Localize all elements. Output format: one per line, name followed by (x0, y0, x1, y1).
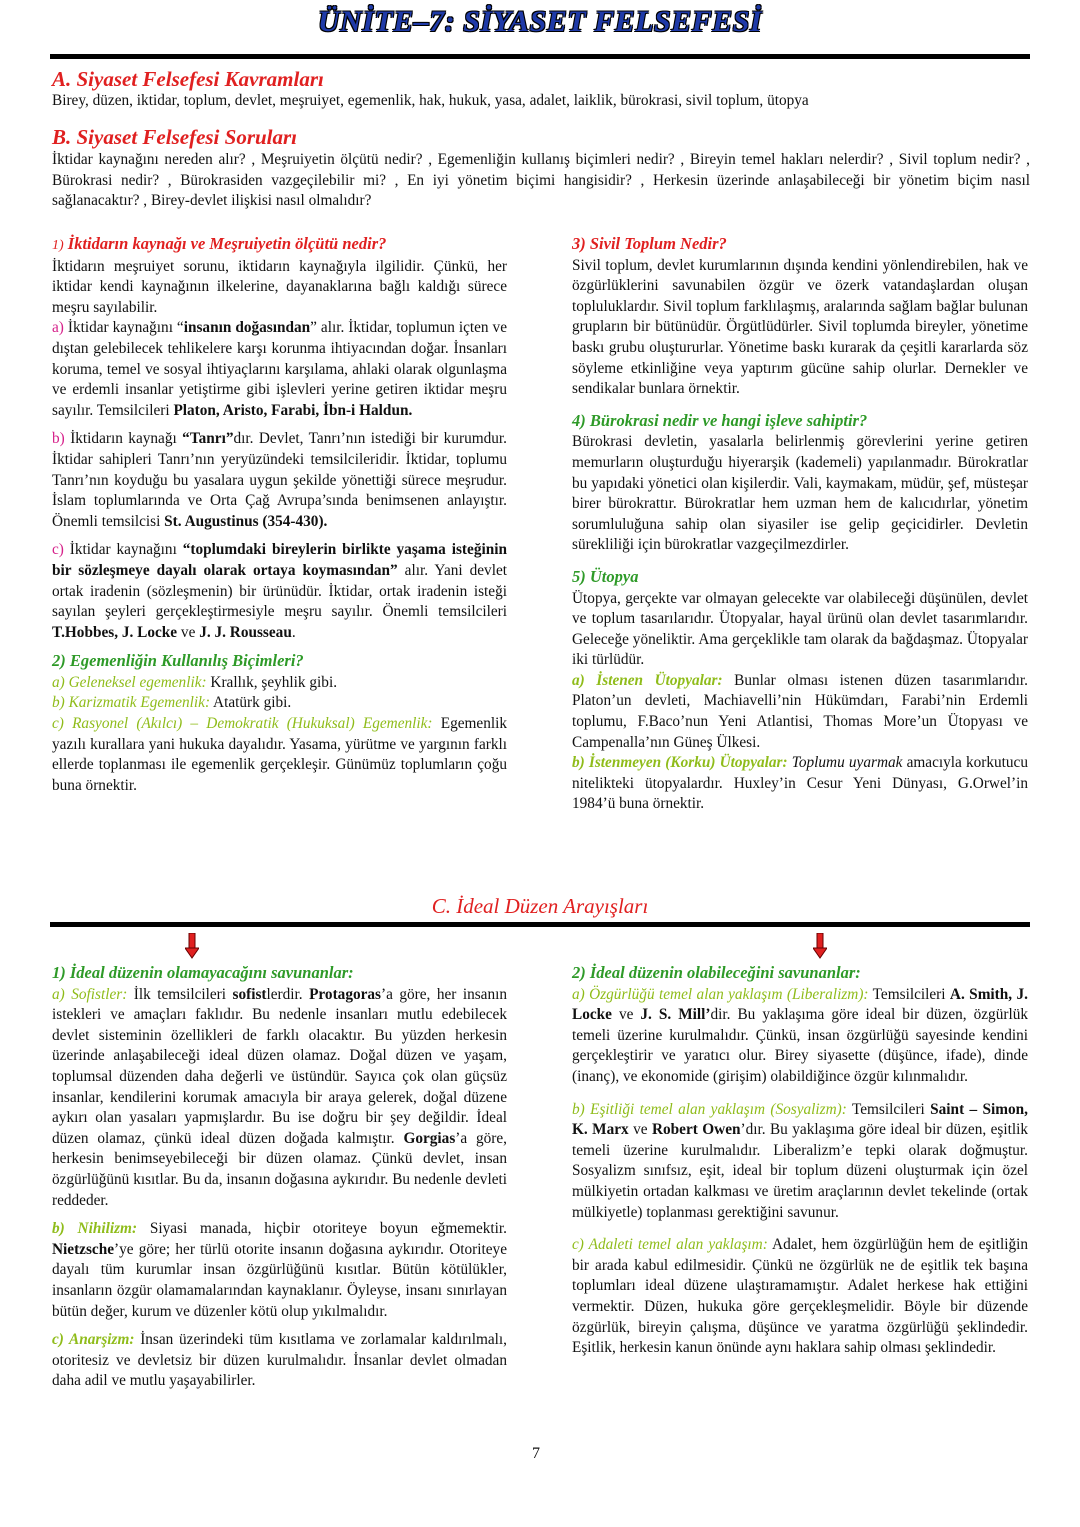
q5-heading: 5) Ütopya (572, 566, 639, 586)
q1-heading: 1) İktidarın kaynağı ve Meşruiyetin ölçütü nedir? (52, 234, 387, 253)
title-rule (50, 54, 1030, 59)
page-number: 7 (532, 1445, 540, 1462)
section-c-rule (50, 922, 1030, 927)
liberalism: a) Özgürlüğü temel alan yaklaşım (Liberalizm): Temsilcileri A. Smith, J. Locke ve J. S. Mill’dir. Bu yaklaşıma göre ideal bir düzen, özgürlük temeli üzerine kurulmalıdır. Çünkü, insan özgürlüğü sayesinde kendini gerçekleştirir ve yaratıcı olur. Birey siyasette (düşünce, ifade), dinde (inanç), ve ekonomide (girişim) olabildiğince özgür kılınmalıdır. (572, 985, 1028, 1085)
q2-a: a) Geleneksel egemenlik: Krallık, şeyhlik gibi. (52, 673, 338, 691)
q4-heading: 4) Bürokrasi nedir ve hangi işleve sahiptir? (572, 410, 868, 430)
q2-c: c) Rasyonel (Akılcı) – Demokratik (Hukuksal) Egemenlik: Egemenlik yazılı kurallara yani hukuka dayalıdır. Yasama, yürütme ve yargının farklı ellerde toplanması ile egemenlik gerçekleşir. Günümüz toplumların çoğu buna örnektir. (52, 715, 508, 794)
section-a-heading: A. Siyaset Felsefesi Kavramları (52, 67, 324, 91)
ideal-left-column (52, 963, 507, 1392)
section-c-heading: C. İdeal Düzen Arayışları (431, 894, 649, 918)
q2-b: b) Karizmatik Egemenlik: Atatürk gibi. (52, 694, 292, 712)
q1-intro: İktidarın meşruiyet sorunu, iktidarın kaynağıyla ilgilidir. Çünkü, her iktidar kendi kaynağının ilkelerine, dayanaklarına bağlı kaldığı sürece meşru sayılabilir. (52, 257, 507, 316)
ideal-right-column (572, 963, 1028, 1359)
section-b-text: İktidar kaynağını nereden alır? , Meşruiyetin ölçütü nedir? , Egemenliğin kullanış biçimleri nedir? , Bireyin temel hakları nelerdir? , Sivil toplum nedir? , Bürokrasi nedir? , Bürokrasiden vazgeçilebilir mi? , En iyi yönetim biçimi hangisidir? , Herkesin üzerinde anlaşabileceği bir yönetim biçim nasıl sağlanacaktır? , Birey-devlet ilişkisi nasıl olmalıdır? (52, 151, 1030, 210)
sophists: a) Sofistler: İlk temsilcileri sofistlerdir. Protagoras’a göre, her insanın istekleri ve amaçları faklıdır. Bu nedenle insanları mutlu edebilecek devlet sisteminin özellikleri de farklı olacaktır. Bu yüzden herkesin üzerinde anlaşabileceği ideal düzen olamaz. Doğal düzen ve yaşam, toplumsal düzenden daha değerli ve üstündür. Sayıca çok olan güçsüz insanlar, kendilerini korumak amacıyla bir araya gelerek, doğal düzene aykırı olan yasaları yapmışlardır. Bu ise doğru bir şey değildir. İdeal düzen olamaz, çünkü ideal düzen doğada kalmıştır. Gorgias’a göre, herkesin benimseyebileceği bir düzen olamaz. Çünkü devlet, insan özgürlüğünü kısıtlar. Bu da, insanın doğasına aykırıdır. Bu nedenle devleti reddeder. (52, 985, 508, 1209)
q4-text: Bürokrasi devletin, yasalarla belirlenmiş görevlerini yerine getiren memurların oluşturduğu hiyerarşik (kademeli) yapılanmadır. Bürokratlar bu yapıdaki yönetici olan kişilerdir. Vali, kaymakam, müdür, şef, müsteşar birer bürokrattır. Bürokratlar hem uzman hem de kalıcıdırlar, yönetim sorumluluğuna sahip olan siyasiler ise gelip geçicidirler. Devletin sürekliliği için bürokratlar vazgeçilmezdirler. (572, 433, 1028, 554)
q1-a: a) İktidar kaynağını “insanın doğasından” alır. İktidar, toplumun içten ve dıştan gelebilecek tehlikelere karşı korunma ihtiyacından doğar. İnsanları koruma, temel ve sosyal ihtiyaçlarını karşılama, ahlaki olarak olgunlaşma ve erdemli insanlar yetiştirme gibi işlevleri yerine getiren iktidar meşru sayılır. Temsilcileri Platon, Aristo, Farabi, İbn-i Haldun. (52, 319, 507, 419)
justice: c) Adaleti temel alan yaklaşım: Adalet, hem özgürlüğün hem de eşitliğin bir arada kabul edilmesidir. Çünkü ne özgürlük ne de eşitlik tek başına toplumları ideal düzene ulaştıramamıştır. Adalet herkese hak ettiğini vermektir. Düzen, hukuka göre gerçekleşmelidir. Böyle bir düzende özgürlük, bireyin çalışma, düşünce ve yaratma özgürlüğü şeklindedir. Eşitlik, herkesin kanun önünde aynı haklara sahip olması şeklindedir. (572, 1236, 1028, 1357)
section-a-text: Birey, düzen, iktidar, toplum, devlet, meşruiyet, egemenlik, hak, hukuk, yasa, adalet, laiklik, bürokrasi, sivil toplum, ütopya (52, 92, 809, 109)
right-column (572, 234, 1028, 815)
ideal-right-heading: 2) İdeal düzenin olabileceğini savunanlar: (572, 963, 861, 982)
q3-heading: 3) Sivil Toplum Nedir? (572, 234, 727, 253)
left-arrow-icon (185, 933, 199, 959)
q1-c: c) İktidar kaynağını “toplumdaki bireylerin birlikte yaşama isteğinin bir sözleşmeye dayalı olarak ortaya koymasından” alır. Yani devlet ortak iradenin (sözleşmenin) bir ürünüdür. İktidar, ortak iradenin isteği sayılan şeyleri gerçekleştirmesiyle meşru sayılır. Önemli temsilcileri T.Hobbes, J. Locke ve J. J. Rousseau. (52, 541, 507, 641)
q5-b: b) İstenmeyen (Korku) Ütopyalar: Toplumu uyarmak amacıyla korkutucu nitelikteki ütopyalardır. Huxley’in Cesur Yeni Dünyası, G.Orwel’in 1984’ü buna örnektir. (572, 754, 1028, 813)
q2-heading: 2) Egemenliğin Kullanılış Biçimleri? (52, 651, 304, 671)
q5-a: a) İstenen Ütopyalar: Bunlar olması istenen düzen tasarımlarıdır. Platon’un devleti, Machiavelli’nin Hükümdarı, Farabi’nin Erdemli toplumu, F.Baco’nun Yeni Atlantisi, Thomas More’un Ütopyası ve Campenalla’nın Güneş Ülkesi. (572, 671, 1028, 751)
q5-text: Ütopya, gerçekte var olmayan gelecekte var olabileceği düşünülen, devlet ve toplum tasarılarıdır. Ütopyalar, hayal ürünü olan devlet tasarımlarıdır. Geleceğe yöneliktir. Ama gerçeklikle tam olarak da bağdaşmaz. Ütopyalar iki türlüdür. (572, 589, 1028, 669)
anarchism: c) Anarşizm: İnsan üzerindeki tüm kısıtlama ve zorlamalar kaldırılmalı, otoritesiz ve devletsiz bir düzen kurulmalıdır. İnsanlar devlet olmadan daha adil ve mutlu yaşayabilirler. (52, 1331, 507, 1390)
left-column (52, 234, 507, 796)
socialism: b) Eşitliği temel alan yaklaşım (Sosyalizm): Temsilcileri Saint – Simon, K. Marx ve Robert Owen’dır. Bu yaklaşıma göre ideal bir düzen, eşitlik temeli üzerine kurulmalıdır. Liberalizm’e tepki olarak doğmuştur. Sosyalizm sınıfsız, eşit, ideal bir toplum düzeni oluşturmak için özel mülkiyetin ortadan kalkması ve üretim araçlarının devlet tekelinde (ortak mülkiyetle) toplanması gerektiğini savunur. (572, 1100, 1028, 1221)
nihilism: b) Nihilizm: Siyasi manada, hiçbir otoriteye boyun eğmemektir. Nietzsche’ye göre; her türlü otorite insanın doğasına aykırıdır. Otoriteye dayalı tüm kurumlar insan özgürlüğünü kısıtlar. Bütün kötülükler, insanların özgür olamamalarından kaynaklanır. Öyleyse, insanı sınırlayan bütün değer, kurum ve düzenler kötü olup yıkılmalıdır. (52, 1220, 507, 1320)
ideal-left-heading: 1) İdeal düzenin olamayacağını savunanlar: (52, 963, 354, 982)
q3-text: Sivil toplum, devlet kurumlarının dışında kendini yönlendirebilen, hak ve özgürlüklerini savunabilen özgür ve özerk vatandaşlardan oluşan topluluklardır. Sivil toplum farklılaşmış, aralarında sağlam bağlar bulunan grupların bir bütünüdür. Örgütlüdürler. Sivil toplumda bireyler, yönetime baskı grubu oluştururlar. Yönetime baskı kurarak da çeşitli kararlarda söz söyleme etkinliğine veya yaptırım gücüne sahip olurlar. Dernekler ve sendikalar bunlara örnektir. (572, 256, 1028, 398)
unit-title: ÜNİTE–7: SİYASET FELSEFESİ (317, 5, 763, 38)
section-b-heading: B. Siyaset Felsefesi Soruları (52, 125, 298, 149)
q1-b: b) İktidarın kaynağı “Tanrı”dır. Devlet, Tanrı’nın istediği bir kurumdur. İktidar sahipleri Tanrı’nın yeryüzündeki temsilcileridir. İktidar, toplumu Tanrı’nın koyduğu bu yasalara uygun şekilde yönettiği sürece meşrudur. İslam toplumlarında ve Orta Çağ Avrupa’sında benimsenen anlayıştır. Önemli temsilcisi St. Augustinus (354-430). (52, 430, 507, 530)
right-arrow-icon (813, 933, 827, 959)
